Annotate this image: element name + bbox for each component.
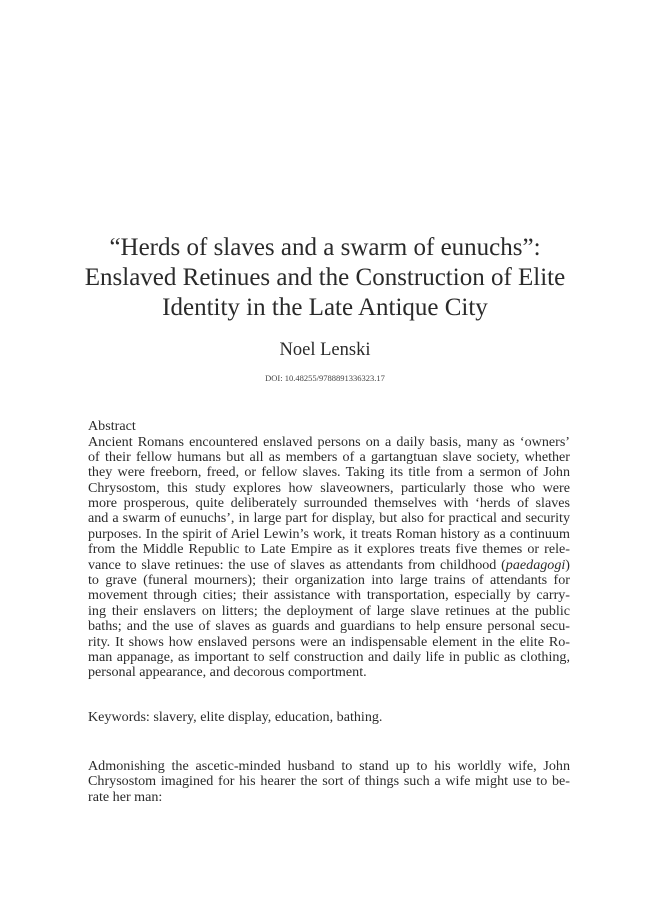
abstract-line: man appanage, as important to self construction and daily life in public as clothing, xyxy=(88,649,570,665)
abstract-line: personal appearance, and decorous comportment. xyxy=(88,665,367,681)
article-title xyxy=(60,233,590,323)
abstract-line: rity. It shows how enslaved persons were an indispensable element in the elite Ro- xyxy=(88,634,570,650)
abstract-line: Chrysostom, this study explores how slaveowners, particularly those who were xyxy=(88,480,570,496)
abstract-line: of their fellow humans but all as members of a gartangtuan slave society, whether xyxy=(88,449,570,465)
abstract-heading: Abstract xyxy=(88,418,136,434)
title-line: Enslaved Retinues and the Construction of Elite xyxy=(84,264,566,291)
abstract-body xyxy=(88,435,570,681)
author-name: Noel Lenski xyxy=(279,340,371,360)
abstract-line-with-italic xyxy=(88,558,570,573)
title-line: “Herds of slaves and a swarm of eunuchs”: xyxy=(109,234,541,261)
italic-close: ) xyxy=(565,557,570,573)
abstract-line: to grave (funeral mourners); their organization into large trains of attendants for xyxy=(88,573,570,589)
abstract-line: ing their enslavers on litters; the deployment of large slave retinues at the public xyxy=(88,603,570,619)
abstract-line: they were freeborn, freed, or fellow slaves. Taking its title from a sermon of John xyxy=(88,465,570,481)
intro-paragraph xyxy=(88,759,570,805)
abstract-line: movement through cities; their assistance with transportation, especially by carry- xyxy=(88,588,570,604)
abstract-line: Ancient Romans encountered enslaved persons on a daily basis, many as ‘owners’ xyxy=(88,434,570,450)
intro-line: Chrysostom imagined for his hearer the sort of things such a wife might use to be- xyxy=(88,774,570,790)
intro-line: rate her man: xyxy=(88,789,163,805)
abstract-line: more prosperous, quite deliberately surrounded themselves with ‘herds of slaves xyxy=(88,496,570,512)
abstract-line: baths; and the use of slaves as guards and guardians to help ensure personal secu- xyxy=(88,619,570,635)
abstract-line-text: vance to slave retinues: the use of slaves as attendants from childhood ( xyxy=(88,557,506,573)
abstract-line: purposes. In the spirit of Ariel Lewin’s work, it treats Roman history as a continuum xyxy=(88,526,570,542)
abstract-line: and a swarm of eunuchs’, in large part for display, but also for practical and security xyxy=(88,511,570,527)
abstract-line: from the Middle Republic to Late Empire as it explores treats five themes or rele- xyxy=(88,542,570,558)
intro-line: Admonishing the ascetic-minded husband to stand up to his worldly wife, John xyxy=(88,759,570,774)
keywords: Keywords: slavery, elite display, education, bathing. xyxy=(88,709,383,725)
italic-term: paedagogi xyxy=(505,557,566,573)
doi-link[interactable]: DOI: 10.48255/9788891336323.17 xyxy=(265,373,385,383)
title-line: Identity in the Late Antique City xyxy=(162,294,488,321)
